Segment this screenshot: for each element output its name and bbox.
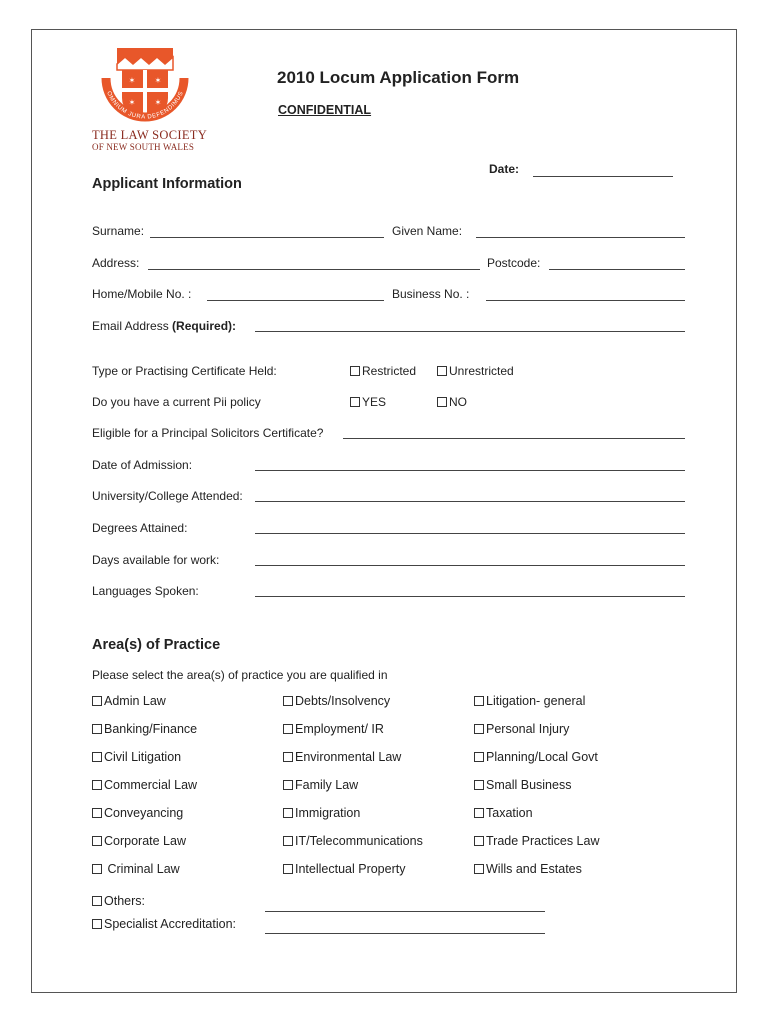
checkbox[interactable] bbox=[92, 752, 102, 762]
surname-label: Surname: bbox=[92, 224, 145, 238]
applicant-heading: Applicant Information bbox=[92, 176, 242, 192]
practice-option[interactable]: Debts/Insolvency bbox=[283, 694, 390, 708]
practice-option[interactable]: Family Law bbox=[283, 778, 358, 792]
checkbox[interactable] bbox=[474, 696, 484, 706]
languages-field[interactable] bbox=[255, 596, 685, 597]
practice-option[interactable]: Employment/ IR bbox=[283, 722, 384, 736]
languages-label: Languages Spoken: bbox=[92, 584, 199, 598]
svg-text:✶: ✶ bbox=[154, 76, 162, 85]
cert-unrestricted-option[interactable]: Unrestricted bbox=[437, 364, 514, 378]
practice-option[interactable]: Corporate Law bbox=[92, 834, 186, 848]
checkbox[interactable] bbox=[92, 780, 102, 790]
email-field[interactable] bbox=[255, 331, 685, 332]
others-option[interactable]: Others: bbox=[92, 894, 145, 908]
checkbox[interactable] bbox=[92, 864, 102, 874]
practice-option[interactable]: Litigation- general bbox=[474, 694, 585, 708]
checkbox[interactable] bbox=[474, 808, 484, 818]
practice-option[interactable]: Small Business bbox=[474, 778, 571, 792]
pii-yes-option[interactable]: YES bbox=[350, 395, 386, 409]
checkbox[interactable] bbox=[474, 836, 484, 846]
practice-option[interactable]: Environmental Law bbox=[283, 750, 401, 764]
postcode-label: Postcode: bbox=[487, 256, 541, 270]
checkbox[interactable] bbox=[92, 808, 102, 818]
address-field[interactable] bbox=[148, 269, 480, 270]
surname-field[interactable] bbox=[150, 237, 384, 238]
svg-text:OMNIUM JURA DEFENDIMUS: OMNIUM JURA DEFENDIMUS bbox=[105, 90, 185, 121]
practice-option[interactable]: Personal Injury bbox=[474, 722, 569, 736]
form-page bbox=[31, 29, 737, 993]
practice-option[interactable]: Wills and Estates bbox=[474, 862, 582, 876]
checkbox[interactable] bbox=[92, 724, 102, 734]
practice-option[interactable]: Intellectual Property bbox=[283, 862, 405, 876]
practice-option[interactable]: Admin Law bbox=[92, 694, 166, 708]
checkbox[interactable] bbox=[437, 397, 447, 407]
checkbox[interactable] bbox=[92, 896, 102, 906]
checkbox[interactable] bbox=[92, 919, 102, 929]
checkbox[interactable] bbox=[283, 808, 293, 818]
date-field[interactable] bbox=[533, 176, 673, 177]
days-label: Days available for work: bbox=[92, 553, 220, 567]
practice-option[interactable]: Civil Litigation bbox=[92, 750, 181, 764]
checkbox[interactable] bbox=[283, 696, 293, 706]
checkbox[interactable] bbox=[437, 366, 447, 376]
degrees-label: Degrees Attained: bbox=[92, 521, 188, 535]
given-name-field[interactable] bbox=[476, 237, 685, 238]
checkbox[interactable] bbox=[474, 752, 484, 762]
checkbox[interactable] bbox=[92, 696, 102, 706]
crest-icon bbox=[100, 48, 190, 128]
checkbox[interactable] bbox=[350, 366, 360, 376]
practice-option[interactable]: Criminal Law bbox=[92, 862, 180, 876]
business-field[interactable] bbox=[486, 300, 685, 301]
degrees-field[interactable] bbox=[255, 533, 685, 534]
practice-option[interactable]: Taxation bbox=[474, 806, 533, 820]
date-label: Date: bbox=[489, 162, 520, 176]
practice-heading: Area(s) of Practice bbox=[92, 637, 221, 653]
practice-option[interactable]: Conveyancing bbox=[92, 806, 183, 820]
principal-label: Eligible for a Principal Solicitors Certificate? bbox=[92, 426, 324, 440]
address-label: Address: bbox=[92, 256, 140, 270]
checkbox[interactable] bbox=[283, 724, 293, 734]
pii-no-option[interactable]: NO bbox=[437, 395, 467, 409]
practice-instruction: Please select the area(s) of practice you are qualified in bbox=[92, 668, 388, 682]
practice-option[interactable]: Banking/Finance bbox=[92, 722, 197, 736]
checkbox[interactable] bbox=[350, 397, 360, 407]
checkbox[interactable] bbox=[474, 780, 484, 790]
logo-name: THE LAW SOCIETY bbox=[92, 128, 208, 142]
principal-field[interactable] bbox=[343, 438, 685, 439]
practice-option[interactable]: Commercial Law bbox=[92, 778, 197, 792]
university-field[interactable] bbox=[255, 501, 685, 502]
practice-option[interactable]: Immigration bbox=[283, 806, 360, 820]
practice-option[interactable]: Planning/Local Govt bbox=[474, 750, 598, 764]
confidential-label: CONFIDENTIAL bbox=[278, 103, 372, 117]
email-label: Email Address (Required): bbox=[92, 319, 237, 333]
specialist-option[interactable]: Specialist Accreditation: bbox=[92, 917, 236, 931]
pii-label: Do you have a current Pii policy bbox=[92, 395, 261, 409]
business-label: Business No. : bbox=[392, 287, 470, 301]
admission-field[interactable] bbox=[255, 470, 685, 471]
checkbox[interactable] bbox=[283, 864, 293, 874]
svg-text:✶: ✶ bbox=[128, 76, 136, 85]
days-field[interactable] bbox=[255, 565, 685, 566]
checkbox[interactable] bbox=[283, 780, 293, 790]
cert-restricted-option[interactable]: Restricted bbox=[350, 364, 416, 378]
cert-type-label: Type or Practising Certificate Held: bbox=[92, 364, 277, 378]
checkbox[interactable] bbox=[283, 752, 293, 762]
checkbox[interactable] bbox=[92, 836, 102, 846]
others-field[interactable] bbox=[265, 911, 545, 912]
university-label: University/College Attended: bbox=[92, 489, 243, 503]
checkbox[interactable] bbox=[283, 836, 293, 846]
practice-option[interactable]: IT/Telecommunications bbox=[283, 834, 423, 848]
specialist-field[interactable] bbox=[265, 933, 545, 934]
logo-subname: OF NEW SOUTH WALES bbox=[92, 142, 195, 152]
checkbox[interactable] bbox=[474, 724, 484, 734]
svg-text:✶: ✶ bbox=[154, 98, 162, 107]
home-mobile-label: Home/Mobile No. : bbox=[92, 287, 192, 301]
page-title: 2010 Locum Application Form bbox=[277, 68, 520, 87]
checkbox[interactable] bbox=[474, 864, 484, 874]
practice-option[interactable]: Trade Practices Law bbox=[474, 834, 599, 848]
postcode-field[interactable] bbox=[549, 269, 685, 270]
given-name-label: Given Name: bbox=[392, 224, 463, 238]
home-mobile-field[interactable] bbox=[207, 300, 384, 301]
admission-label: Date of Admission: bbox=[92, 458, 193, 472]
svg-text:✶: ✶ bbox=[128, 98, 136, 107]
